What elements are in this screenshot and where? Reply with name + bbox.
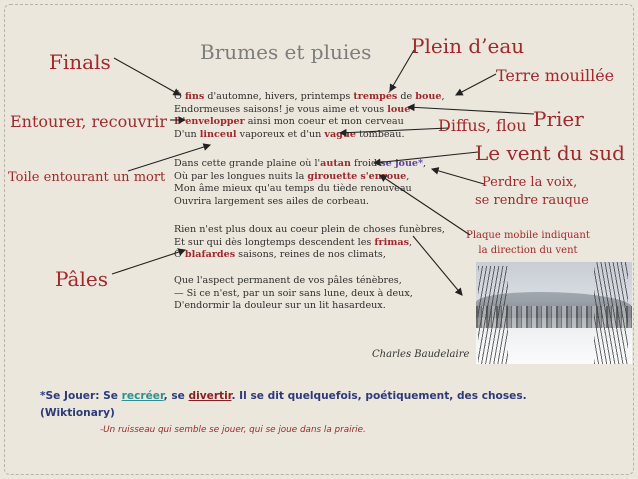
- arrow-finals: [114, 58, 180, 95]
- poem-author: Charles Baudelaire: [372, 349, 470, 360]
- arrow-terre-mouillee: [456, 74, 496, 95]
- poem-line: D'un linceul vaporeux et d'un vague tombeau.: [174, 128, 405, 140]
- label-diffus: Diffus, flou: [438, 116, 527, 135]
- arrow-perdre-voix: [432, 169, 484, 184]
- poem-line: D'envelopper ainsi mon coeur et mon cerveau: [174, 116, 404, 128]
- definition-block: *Se Jouer: Se recréer, se divertir. Il se dit quelquefois, poétiquement, des choses. (Wiktionary): [40, 390, 527, 419]
- example-sentence: -Un ruisseau qui semble se jouer, qui se joue dans la prairie.: [100, 425, 366, 435]
- arrow-pales: [112, 250, 185, 274]
- keyword: frimas: [374, 236, 409, 248]
- arrow-vent-du-sud: [374, 152, 478, 163]
- keyword: se joue*: [380, 158, 424, 169]
- keyword: loue: [387, 103, 411, 115]
- label-perdre-voix-1: Perdre la voix,: [482, 175, 578, 190]
- poem-line: Ouvrira largement ses ailes de corbeau.: [174, 195, 369, 207]
- label-vent-du-sud: Le vent du sud: [475, 141, 625, 165]
- poem-line: Ô fins d'automne, hivers, printemps trempés de boue,: [174, 91, 445, 102]
- keyword: linceul: [199, 128, 237, 140]
- poem-line: Dans cette grande plaine où l'autan froid se joue*,: [174, 158, 427, 169]
- label-perdre-voix-2: se rendre rauque: [475, 193, 589, 208]
- label-toile: Toile entourant un mort: [8, 170, 166, 185]
- label-plaque-line-1: Plaque mobile indiquant: [466, 230, 590, 241]
- label-prier: Prier: [533, 107, 584, 131]
- label-finals: Finals: [49, 50, 111, 74]
- poem-line: Rien n'est plus doux au coeur plein de choses funèbres,: [174, 224, 445, 235]
- poem-line: Ô blafardes saisons, reines de nos climats,: [174, 249, 386, 261]
- arrow-diffus: [340, 128, 448, 133]
- definition-source: (Wiktionary): [40, 407, 115, 419]
- arrow-plaque: [380, 175, 470, 235]
- keyword: autan: [320, 158, 351, 169]
- link-recreer: recréer: [121, 390, 164, 402]
- poem-line: Mon âme mieux qu'au temps du tiède renouveau: [174, 183, 412, 195]
- keyword: s'enroue: [360, 170, 407, 182]
- keyword: envelopper: [185, 116, 245, 128]
- arrow-plein-deau: [390, 50, 414, 91]
- arrow-toile: [128, 145, 210, 171]
- label-terre-mouillee: Terre mouillée: [496, 66, 615, 85]
- poem-line: Que l'aspect permanent de vos pâles ténèbres,: [174, 275, 402, 286]
- page-title: Brumes et pluies: [200, 40, 372, 64]
- arrow-prier: [408, 107, 534, 114]
- poem-line: Où par les longues nuits la girouette s'enroue,: [174, 170, 410, 182]
- poem-line: — Si ce n'est, par un soir sans lune, deux à deux,: [174, 287, 413, 299]
- poem-line: Endormeuses saisons! je vous aime et vous loue: [174, 103, 411, 115]
- keyword: trempés: [353, 91, 398, 102]
- arrow-frimas: [413, 236, 462, 295]
- label-plaque-line-2: la direction du vent: [478, 244, 578, 256]
- label-entourer: Entourer, recouvrir: [10, 112, 167, 131]
- label-plein-deau: Plein d’eau: [411, 34, 525, 58]
- poem-line: D'endormir la douleur sur un lit hasardeux.: [174, 300, 386, 312]
- link-divertir: divertir: [188, 390, 232, 402]
- keyword: vague: [324, 128, 356, 140]
- keyword: fins: [184, 91, 205, 102]
- keyword: girouette: [307, 170, 358, 182]
- poem-line: Et sur qui dès longtemps descendent les frimas,: [174, 236, 413, 248]
- label-pales: Pâles: [55, 267, 108, 291]
- keyword: boue: [415, 91, 442, 102]
- keyword: blafardes: [184, 249, 236, 261]
